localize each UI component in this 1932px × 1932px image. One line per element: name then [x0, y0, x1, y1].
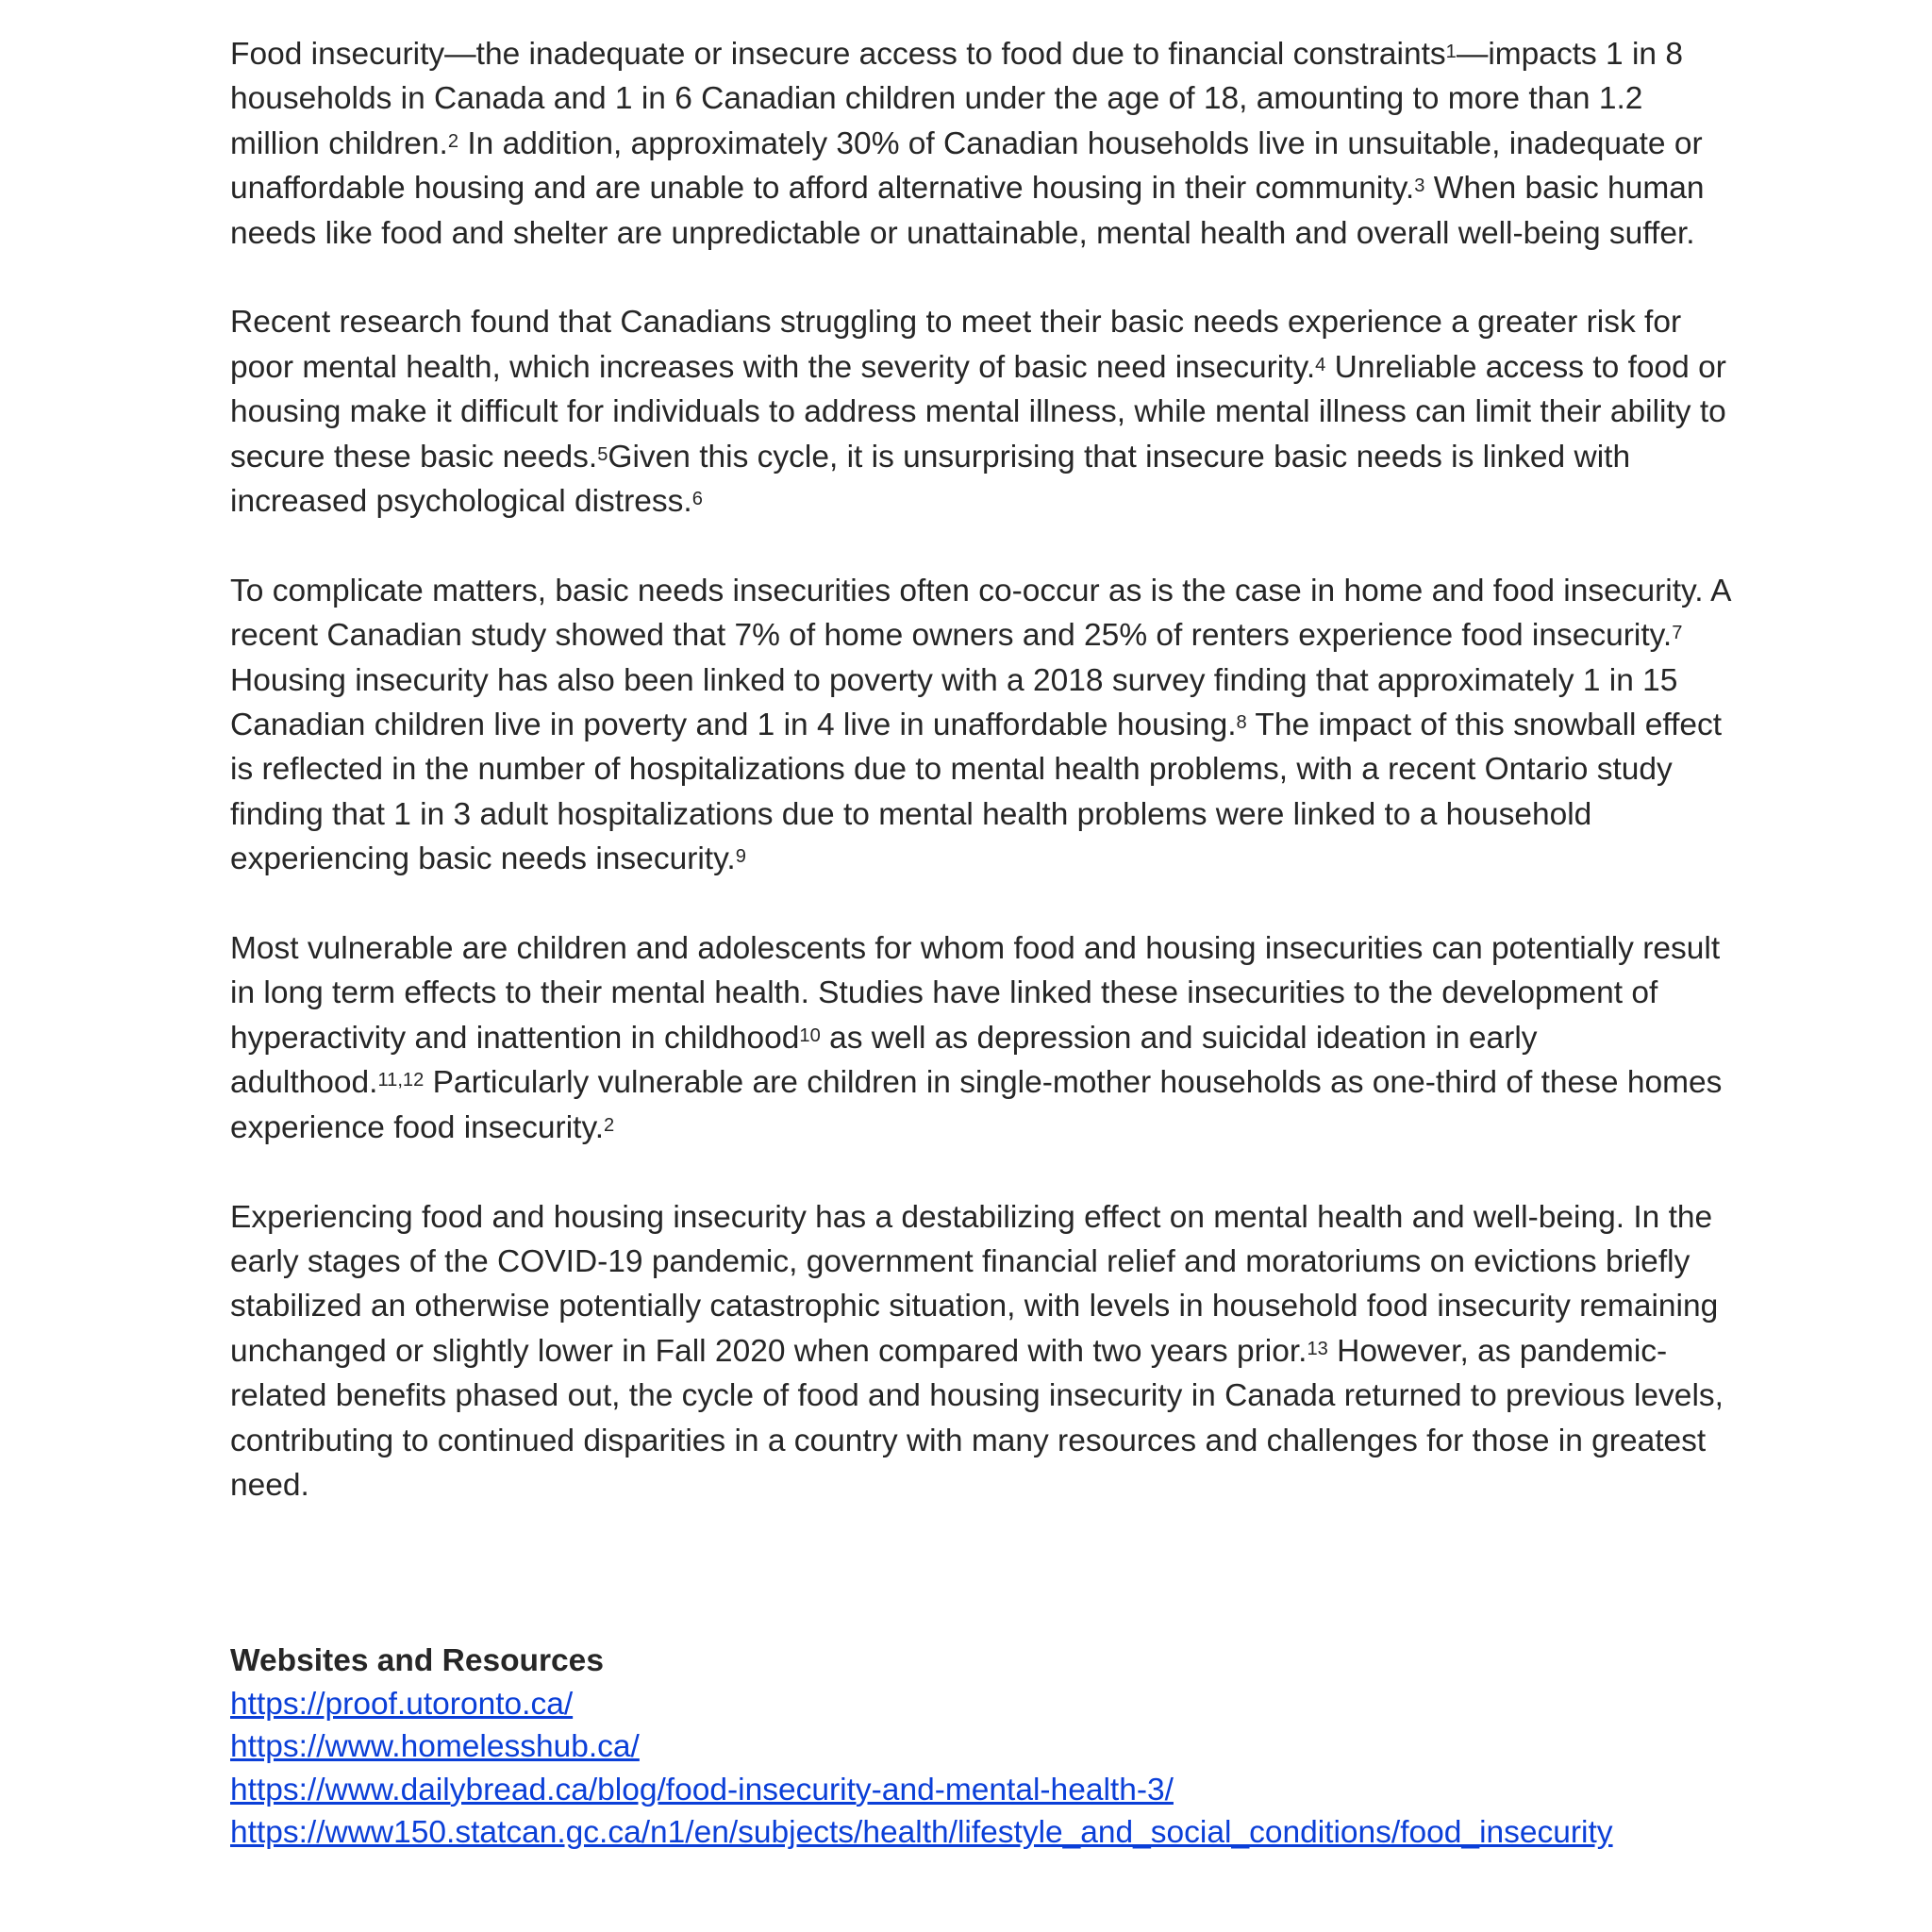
- footnote-reference: 2: [447, 130, 459, 152]
- resource-link-statcan[interactable]: https://www150.statcan.gc.ca/n1/en/subjects/health/lifestyle_and_social_conditions/food_insecurity: [230, 1815, 1613, 1850]
- footnote-reference: 6: [691, 489, 703, 510]
- resource-link-dailybread[interactable]: https://www.dailybread.ca/blog/food-insecurity-and-mental-health-3/: [230, 1772, 1174, 1807]
- paragraph-text: The impact of this snowball effect is reflected in the number of hospitalizations due to mental health problems, with a recent Ontario study finding that 1 in 3 adult hospitalizations due to mental health problems were linked to a household experiencing basic needs insecurity.: [230, 708, 1723, 877]
- resource-link-proof[interactable]: https://proof.utoronto.ca/: [230, 1686, 574, 1722]
- footnote-reference: 2: [604, 1114, 615, 1136]
- footnote-reference: 10: [799, 1024, 821, 1046]
- body-paragraph: [230, 926, 1740, 1150]
- resources-section: [230, 1640, 1613, 1855]
- footnote-reference: 5: [597, 443, 608, 465]
- footnote-reference: 4: [1315, 354, 1326, 375]
- resources-heading: Websites and Resources: [230, 1643, 604, 1678]
- footnote-reference: 13: [1307, 1338, 1328, 1359]
- body-paragraph: [230, 1195, 1740, 1508]
- paragraph-text: Experiencing food and housing insecurity has a destabilizing effect on mental health and well-being. In the early stages of the COVID-19 pandemic, government financial relief and moratoriums on evictions briefly stabilized an otherwise potentially catastrophic situation, with levels in household food insecurity remaining unchanged or slightly lower in Fall 2020 when compared with two years prior.: [230, 1199, 1719, 1369]
- paragraph-text: When basic human needs like food and shelter are unpredictable or unattainable, mental health and overall well-being suffer.: [230, 171, 1705, 251]
- body-paragraph: [230, 569, 1740, 882]
- paragraph-text: However, as pandemic-related benefits phased out, the cycle of food and housing insecurity in Canada returned to previous levels, contributing to continued disparities in a country with many resources and challenges for those in greatest need.: [230, 1333, 1724, 1503]
- resource-link-homelesshub[interactable]: https://www.homelesshub.ca/: [230, 1729, 640, 1764]
- body-paragraph: [230, 300, 1740, 524]
- footnote-reference: 11,12: [377, 1070, 425, 1091]
- body-paragraph: [230, 32, 1740, 256]
- paragraph-text: Most vulnerable are children and adolescents for whom food and housing insecurities can potentially result in long term effects to their mental health. Studies have linked these insecurities to the development of hyperactivity and inattention in childhood: [230, 931, 1721, 1056]
- paragraph-text: Particularly vulnerable are children in single-mother households as one-third of these homes experience food insecurity.: [230, 1065, 1723, 1145]
- paragraph-text: as well as depression and suicidal ideation in early adulthood.: [230, 1020, 1538, 1101]
- footnote-reference: 9: [735, 846, 746, 868]
- paragraph-text: —impacts 1 in 8 households in Canada and 1 in 6 Canadian children under the age of 18, amounting to more than 1.2 million children.: [230, 37, 1684, 161]
- paragraph-text: Unreliable access to food or housing make it difficult for individuals to address mental illness, while mental illness can limit their ability to secure these basic needs.: [230, 349, 1726, 475]
- footnote-reference: 7: [1672, 623, 1683, 644]
- paragraph-text: In addition, approximately 30% of Canadian households live in unsuitable, inadequate or unaffordable housing and are unable to afford alternative housing in their community.: [230, 125, 1703, 207]
- footnote-reference: 3: [1414, 175, 1425, 197]
- paragraph-text: Food insecurity—the inadequate or insecure access to food due to financial constraints: [230, 37, 1446, 72]
- paragraph-text: Recent research found that Canadians struggling to meet their basic needs experience a greater risk for poor mental health, which increases with the severity of basic need insecurity.: [230, 305, 1682, 385]
- paragraph-text: Given this cycle, it is unsurprising that insecure basic needs is linked with increased psychological distress.: [230, 439, 1631, 520]
- footnote-reference: 1: [1445, 41, 1457, 62]
- document-body: [230, 32, 1740, 1553]
- paragraph-text: To complicate matters, basic needs insecurities often co-occur as is the case in home and food insecurity. A recent Canadian study showed that 7% of home owners and 25% of renters experience food insecurity.: [230, 573, 1730, 654]
- footnote-reference: 8: [1236, 712, 1247, 734]
- paragraph-text: Housing insecurity has also been linked to poverty with a 2018 survey finding that approximately 1 in 15 Canadian children live in poverty and 1 in 4 live in unaffordable housing.: [230, 662, 1678, 743]
